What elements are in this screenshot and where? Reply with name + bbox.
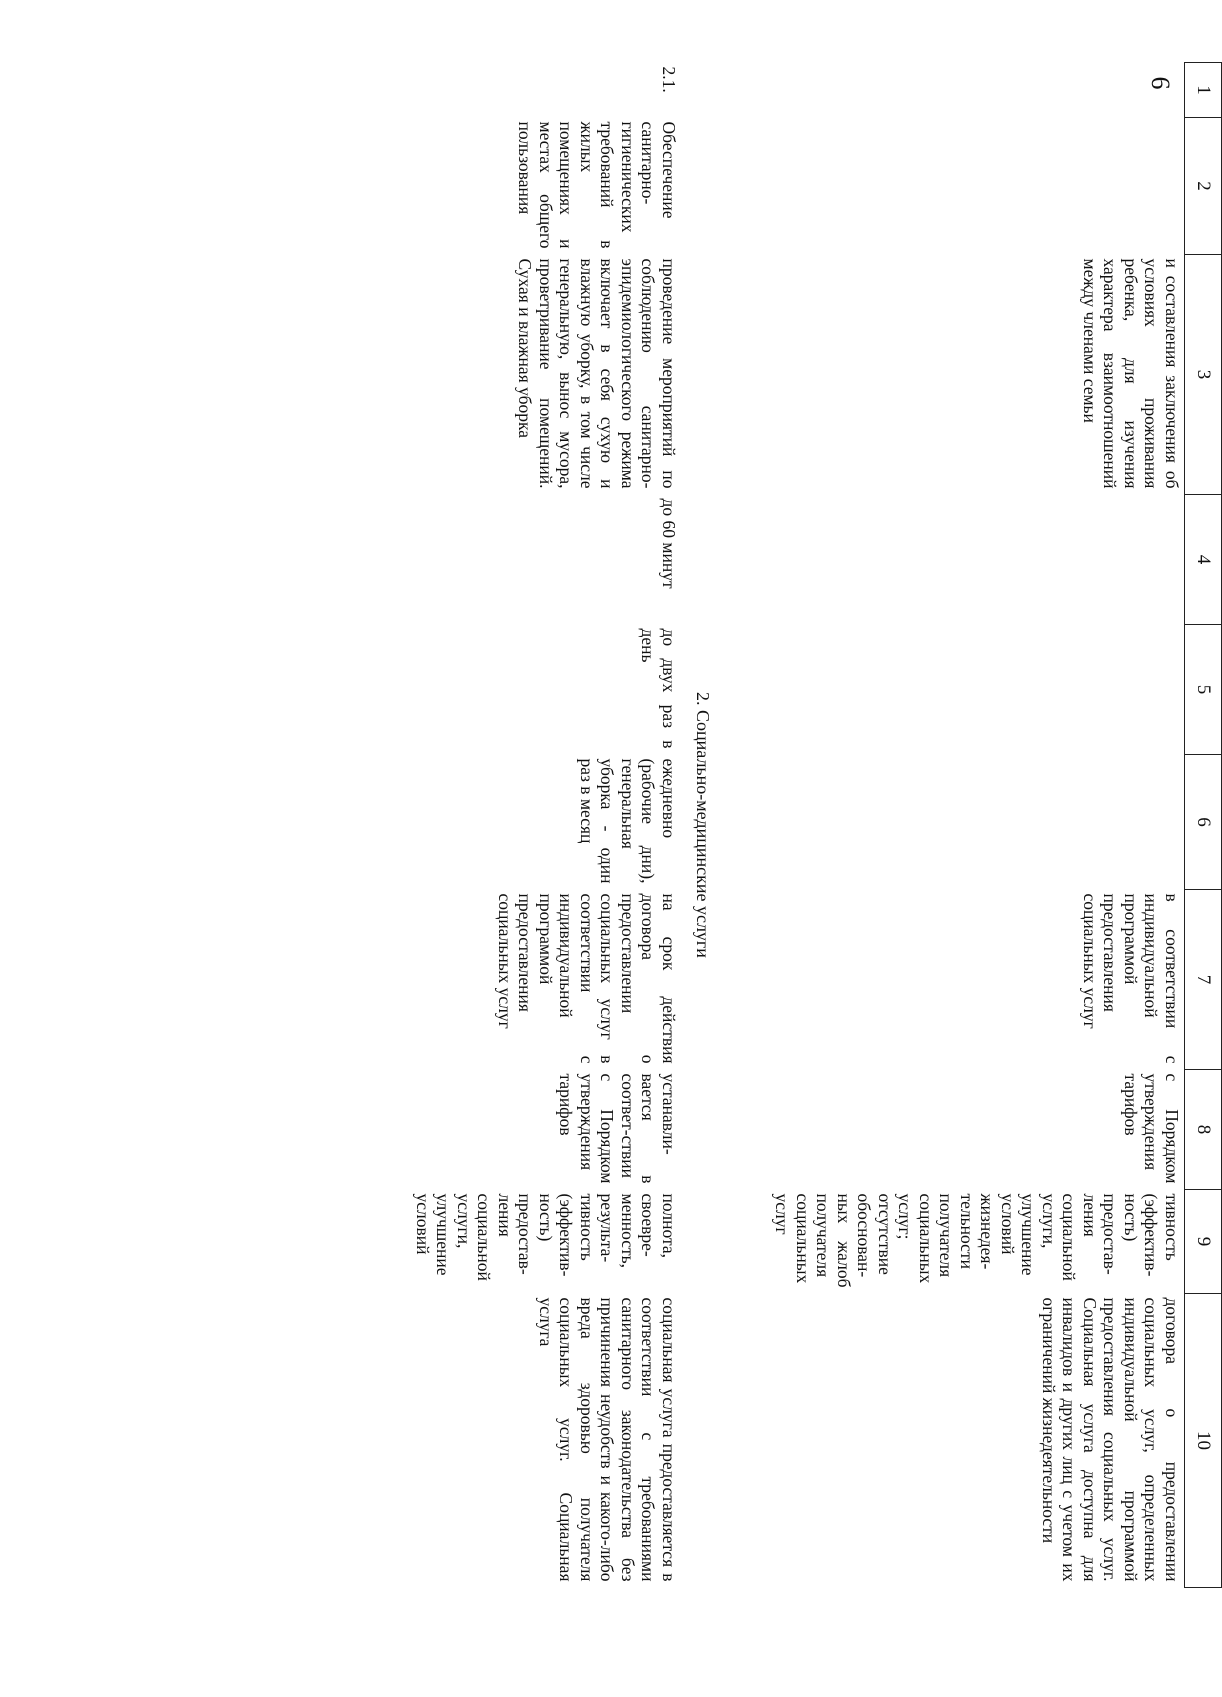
cell-periodicity: в соответствии с индивидуальной программой предоставления социальных услуг bbox=[1080, 893, 1182, 1064]
services-table bbox=[257, 62, 1222, 1588]
header-col-5: 5 bbox=[1185, 625, 1222, 755]
service-duration: до 60 минут bbox=[659, 498, 679, 589]
page-number: 6 bbox=[1146, 76, 1175, 90]
service-tariff: устанавли-вается в соответ-ствии с Порядком утверждения тарифов bbox=[556, 1073, 679, 1184]
header-col-7: 7 bbox=[1185, 890, 1222, 1070]
table-row-2-1 bbox=[257, 63, 681, 1588]
cell bbox=[725, 63, 1185, 118]
header-col-4: 4 bbox=[1185, 495, 1222, 625]
section-title: 2. Социально-медицинские услуги bbox=[693, 692, 714, 958]
rotated-table-container bbox=[152, 62, 1222, 1587]
header-col-2: 2 bbox=[1185, 118, 1222, 255]
service-conditions: социальная услуга предоставляется в соответствии с требованиями санитарного законодательства без причинения неудобств и какого-либо вреда здоровью получателя социальных услуг. Социальная услуга bbox=[536, 1297, 679, 1582]
header-col-6: 6 bbox=[1185, 755, 1222, 890]
header-row bbox=[1185, 63, 1222, 1588]
cell bbox=[725, 495, 1185, 625]
continuation-row bbox=[725, 63, 1185, 1588]
cell bbox=[725, 755, 1185, 890]
cell-tariff: с Порядком утверждения тарифов bbox=[1121, 1073, 1182, 1184]
header-col-10: 10 bbox=[1185, 1294, 1222, 1588]
row-number: 2.1. bbox=[659, 66, 679, 93]
header-col-1: 1 bbox=[1185, 63, 1222, 118]
service-indicators: полнота, своевре-менность, результа-тивность (эффектив-ность) предостав-ления социальной услуги, улучшение условий bbox=[413, 1193, 679, 1281]
service-description: проведение мероприятий по соблюдению санитарно-эпидемиологического режима включает в себя сухую и влажную уборку, в том числе генеральную, вынос мусора, проветривание помещений. Сухая и влажная уборка bbox=[515, 258, 679, 489]
service-periodicity: ежедневно (рабочие дни), генеральная уборка - один раз в месяц bbox=[577, 758, 679, 884]
service-term: на срок действия договора о предоставлении социальных услуг в соответствии с индивидуальной программой предоставления социальных услуг bbox=[495, 893, 679, 1064]
header-col-8: 8 bbox=[1185, 1070, 1222, 1190]
cell-indicators: тивность (эффектив-ность) предостав-ления социальной услуги, улучшение условий жизнедея-тельности получателя социальных услуг; отсутствие обоснован-ных жалоб получателя социальных услуг bbox=[772, 1193, 1182, 1288]
section-row bbox=[681, 63, 725, 1588]
cell-content: и составления заключения об условиях проживания ребенка, для изучения характера взаимоотношений между членами семьи bbox=[1080, 258, 1182, 489]
header-col-3: 3 bbox=[1185, 255, 1222, 495]
cell-conditions: договора о предоставлении социальных услуг, определенных индивидуальной программой предоставления социальных услуг. Социальная услуга доступна для инвалидов и других лиц с учетом их ограничений жизнедеятельности bbox=[1039, 1297, 1182, 1582]
cell bbox=[725, 625, 1185, 755]
header-col-9: 9 bbox=[1185, 1190, 1222, 1294]
cell bbox=[725, 118, 1185, 255]
service-frequency: до двух раз в день bbox=[638, 628, 679, 749]
service-name: Обеспечение санитарно-гигиенических требований в жилых помещениях и местах общего пользования bbox=[515, 121, 679, 249]
